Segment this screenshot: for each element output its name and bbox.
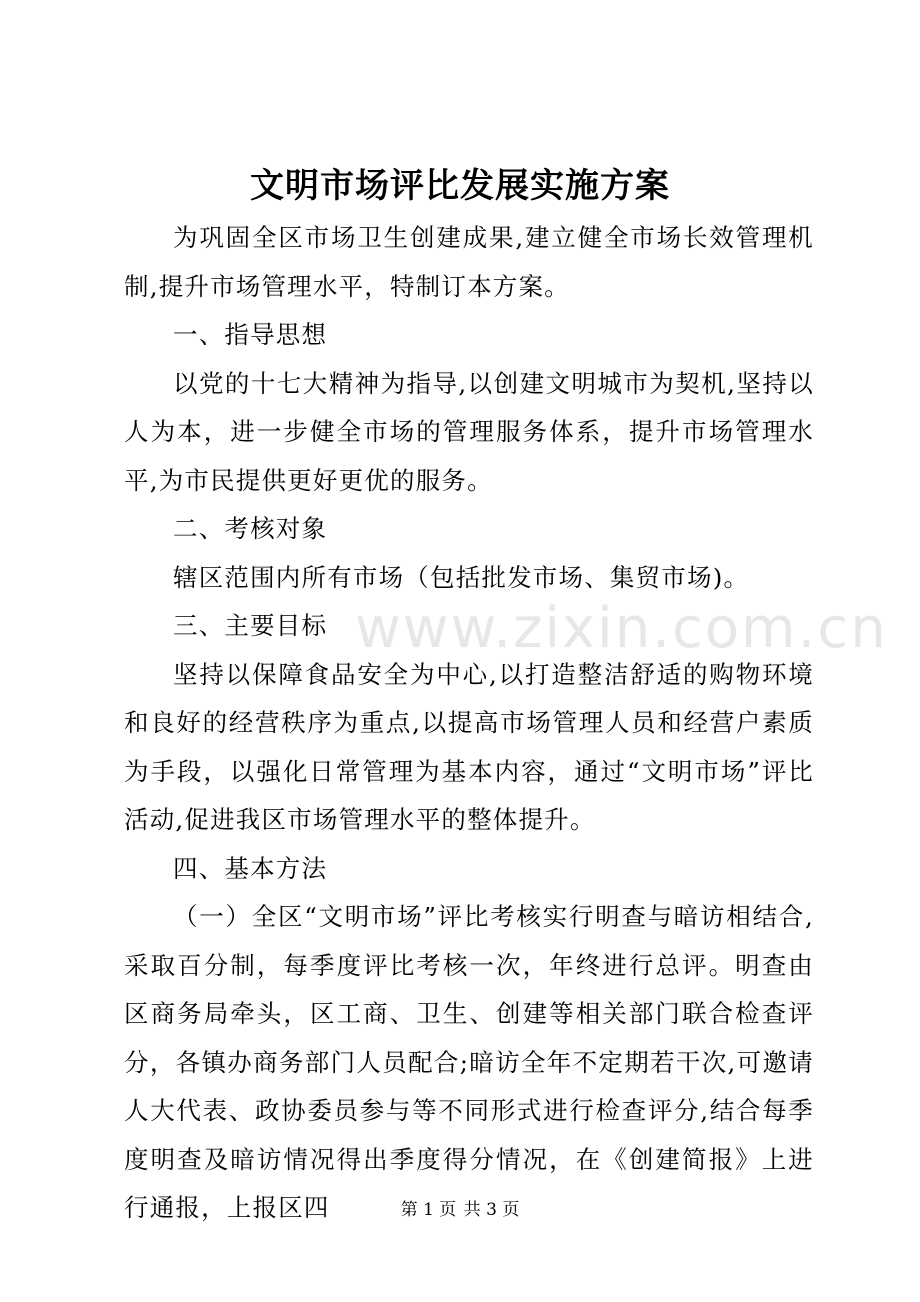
intro-paragraph: 为巩固全区市场卫生创建成果,建立健全市场长效管理机制,提升市场管理水平，特制订本方案。 xyxy=(124,223,814,301)
page-number: 第 1 页 xyxy=(400,1200,457,1220)
section-heading-guiding-ideology: 一、指导思想 xyxy=(173,320,328,349)
assessment-targets-paragraph: 辖区范围内所有市场（包括批发市场、集贸市场)。 xyxy=(173,562,750,592)
main-goals-paragraph: 坚持以保障食品安全为中心,以打造整洁舒适的购物环境和良好的经营秩序为重点,以提高市场管理人员和经营户素质为手段，以强化日常管理为基本内容，通过“文明市场”评比活动,促进我区市场管理水平的整体提升。 xyxy=(124,659,814,834)
basic-methods-paragraph: （一）全区“文明市场”评比考核实行明查与暗访相结合,采取百分制，每季度评比考核一次，年终进行总评。明查由区商务局牵头，区工商、卫生、创建等相关部门联合检查评分，各镇办商务部门人员配合;暗访全年不定期若干次,可邀请人大代表、政协委员参与等不同形式进行检查评分,结合每季度明查及暗访情况得出季度得分情况，在《创建简报》上进行通报，上报区四 xyxy=(124,902,814,1222)
section-heading-main-goals: 三、主要目标 xyxy=(173,611,328,640)
section-heading-assessment-targets: 二、考核对象 xyxy=(173,514,328,543)
document-body xyxy=(124,214,814,1233)
page-total: 共 3 页 xyxy=(463,1200,520,1220)
guiding-ideology-paragraph: 以党的十七大精神为指导,以创建文明城市为契机,坚持以人为本，进一步健全市场的管理服务体系，提升市场管理水平,为市民提供更好更优的服务。 xyxy=(124,368,814,495)
section-heading-basic-methods: 四、基本方法 xyxy=(173,853,328,883)
document-title: 文明市场评比发展实施方案 xyxy=(250,166,670,206)
page-footer xyxy=(0,1198,920,1222)
watermark: www.zixin.com.cn xyxy=(355,596,888,661)
